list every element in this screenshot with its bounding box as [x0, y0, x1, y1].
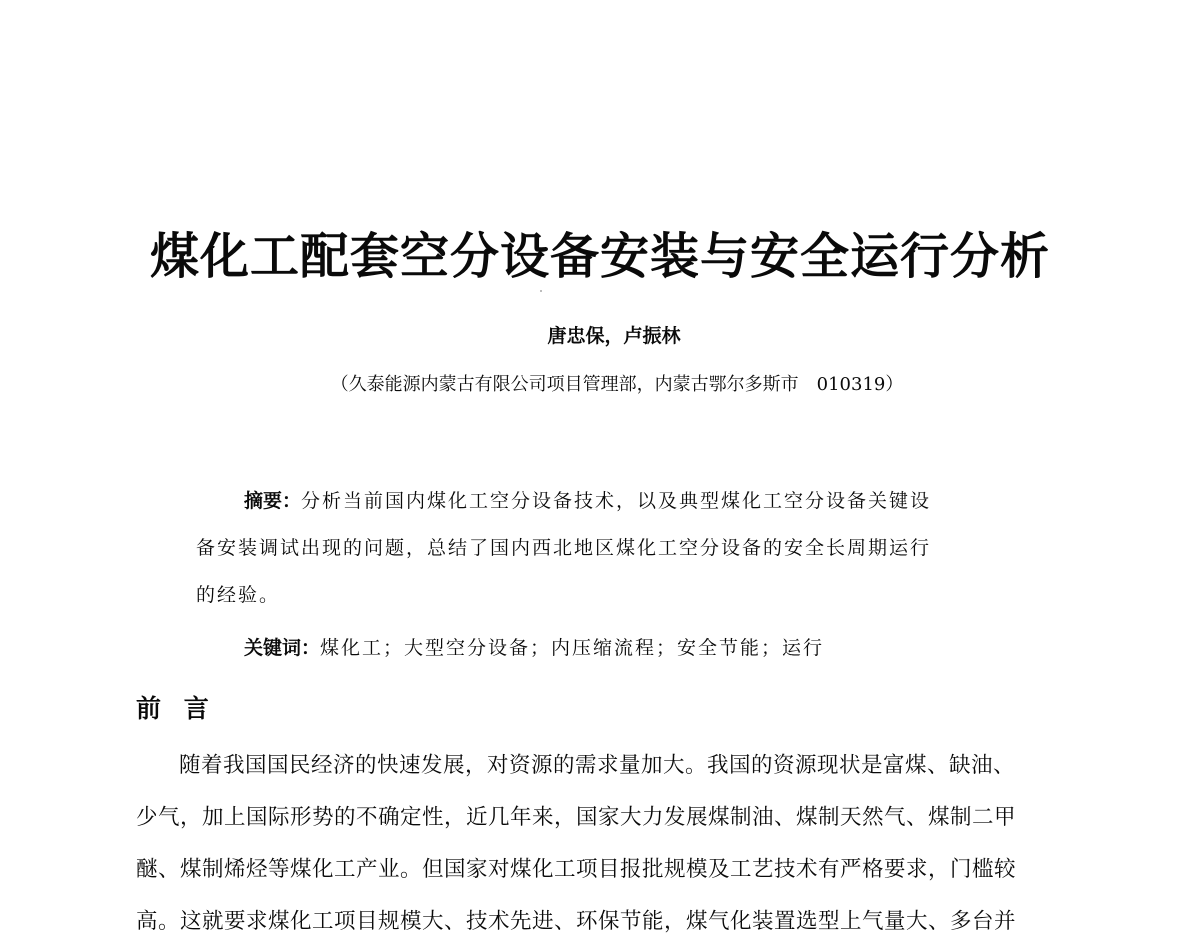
body-line-2: 少气，加上国际形势的不确定性，近几年来，国家大力发展煤制油、煤制天然气、煤制二甲 [136, 805, 1017, 830]
keywords-line [244, 633, 1064, 663]
author-affiliation: （久泰能源内蒙古有限公司项目管理部，内蒙古鄂尔多斯市 010319） [330, 374, 904, 395]
abstract-label: 摘要： [244, 490, 302, 512]
body-line-1: 随着我国国民经济的快速发展，对资源的需求量加大。我国的资源现状是富煤、缺油、 [179, 753, 1016, 778]
abstract-line-2: 备安装调试出现的问题，总结了国内西北地区煤化工空分设备的安全长周期运行 [196, 537, 932, 559]
keywords-text: 煤化工；大型空分设备；内压缩流程；安全节能；运行 [320, 637, 825, 659]
paper-title: 煤化工配套空分设备安装与安全运行分析 [149, 227, 1050, 285]
body-line-3: 醚、煤制烯烃等煤化工产业。但国家对煤化工项目报批规模及工艺技术有严格要求，门槛较 [136, 857, 1017, 882]
abstract-line-1 [196, 478, 1046, 525]
abstract-block [196, 478, 1046, 619]
abstract-text-1: 分析当前国内煤化工空分设备技术，以及典型煤化工空分设备关键设 [301, 490, 932, 512]
abstract-line-3: 的经验。 [196, 584, 281, 606]
scan-speck [540, 290, 542, 292]
keywords-label: 关键词： [244, 637, 321, 659]
body-line-4: 高。这就要求煤化工项目规模大、技术先进、环保节能，煤气化装置选型上气量大、多台并 [136, 909, 1017, 934]
section-heading-preface: 前 言 [136, 694, 210, 723]
section-body [136, 740, 1086, 948]
paper-authors: 唐忠保，卢振林 [547, 325, 681, 347]
